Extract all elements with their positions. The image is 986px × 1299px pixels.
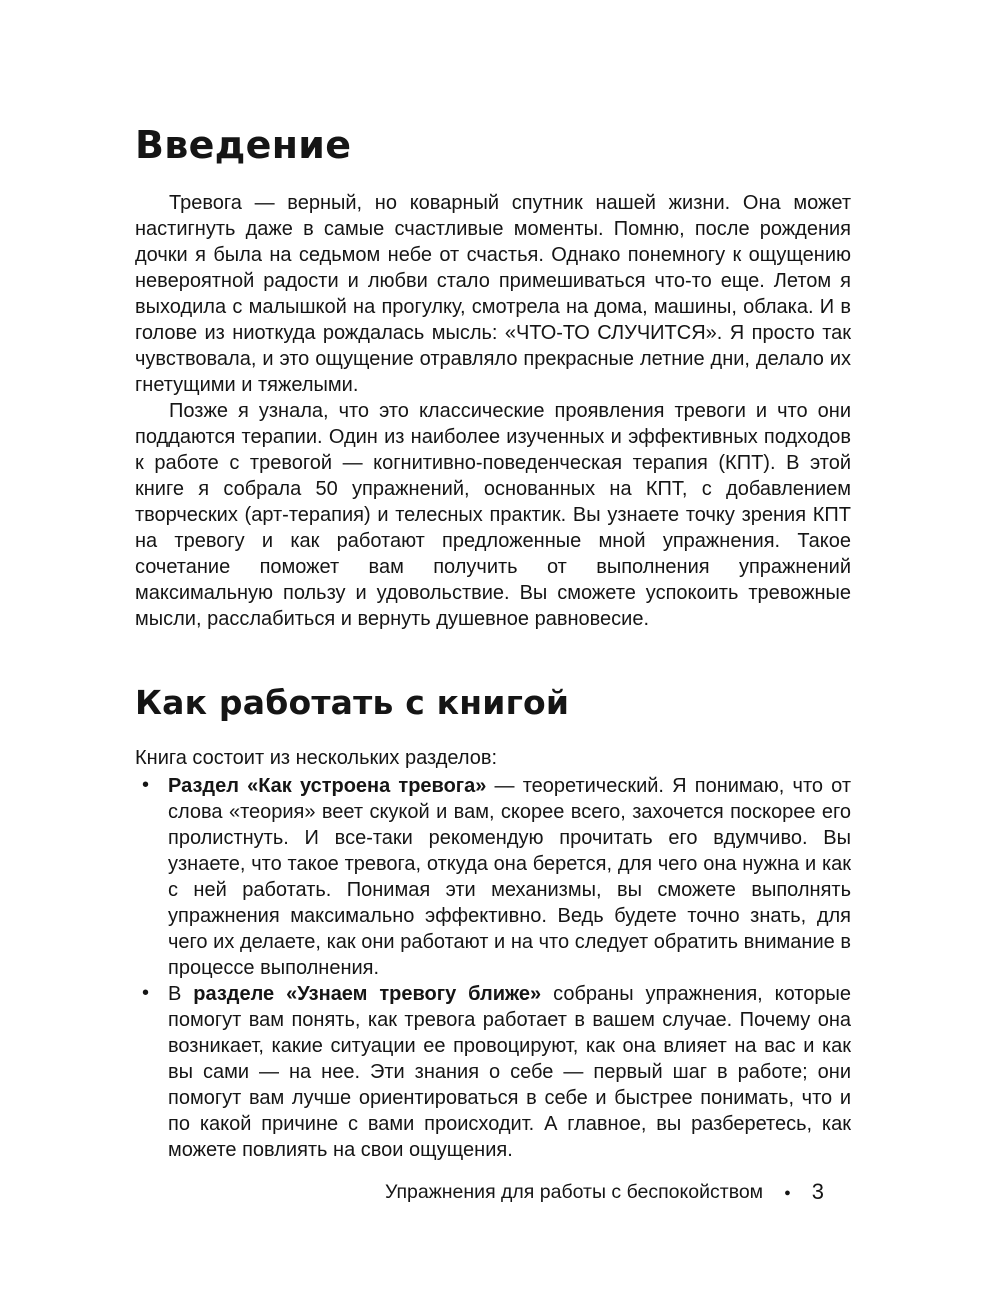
list-intro: Книга состоит из нескольких разделов: bbox=[135, 746, 498, 769]
bullet-icon: • bbox=[142, 981, 150, 1004]
list-item bbox=[135, 773, 851, 981]
chapter-title: Введение bbox=[135, 123, 352, 167]
sections-list bbox=[135, 773, 851, 1163]
page-number: 3 bbox=[811, 1179, 824, 1204]
footer-dot-icon: ● bbox=[784, 1186, 791, 1199]
list-item-bold: разделе «Узнаем тревогу ближе» bbox=[193, 982, 542, 1005]
section-title: Как работать с книгой bbox=[135, 682, 570, 722]
list-item-bold: Раздел «Как устроена тревога» bbox=[168, 774, 487, 797]
list-item bbox=[135, 981, 851, 1163]
list-item-text: — теоретический. Я понимаю, что от слова «теория» веет скукой и вам, скорее всего, захочется поскорее его пролистнуть. И все-таки рекомендую прочитать его вдумчиво. Вы узнаете, что такое тревога, откуда она берется, для чего она нужна и как с ней работать. Понимая эти механизмы, вы сможете выполнять упражнения максимально эффективно. Ведь будете точно знать, для чего их делаете, как они работают и на что следует обратить внимание в процессе выполнения. bbox=[168, 774, 852, 979]
intro-paragraph-2: Позже я узнала, что это классические проявления тревоги и что они поддаются терапии. Один из наиболее изученных и эффективных подходов к работе с тревогой — когнитивно-поведенческая терапия (КПТ). В этой книге я собрала 50 упражнений, основанных на КПТ, с добавлением творческих (арт-терапия) и телесных практик. Вы узнаете точку зрения КПТ на тревогу и как работают предложенные мной упражнения. Такое сочетание поможет вам получить от выполнения упражнений максимальную пользу и удовольствие. Вы сможете успокоить тревожные мысли, расслабиться и вернуть душевное равновесие. bbox=[135, 399, 851, 630]
intro-paragraph-1: Тревога — верный, но коварный спутник нашей жизни. Она может настигнуть даже в самые счастливые моменты. Помню, после рождения дочки я была на седьмом небе от счастья. Однако понемногу к ощущению невероятной радости и любви стало примешиваться что-то еще. Летом я выходила с малышкой на прогулку, смотрела на дома, машины, облака. И в голове из ниоткуда рождалась мысль: «ЧТО-ТО СЛУЧИТСЯ». Я просто так чувствовала, и это ощущение отравляло прекрасные летние дни, делало их гнетущими и тяжелыми. bbox=[135, 191, 851, 396]
bullet-icon: • bbox=[142, 773, 150, 796]
list-item-text: собраны упражнения, которые помогут вам понять, как тревога работает в вашем случае. Почему она возникает, какие ситуации ее провоцируют, как она влияет на вас и как вы сами — на нее. Эти знания о себе — первый шаг в работе; они помогут вам лучше ориентироваться в себе и быстрее понимать, что и по какой причине с вами происходит. А главное, вы разберетесь, как можете повлиять на свои ощущения. bbox=[168, 982, 851, 1161]
list-item-lead: В bbox=[168, 982, 194, 1005]
footer-title: Упражнения для работы с беспокойством bbox=[384, 1180, 764, 1203]
page-footer bbox=[385, 1179, 824, 1205]
